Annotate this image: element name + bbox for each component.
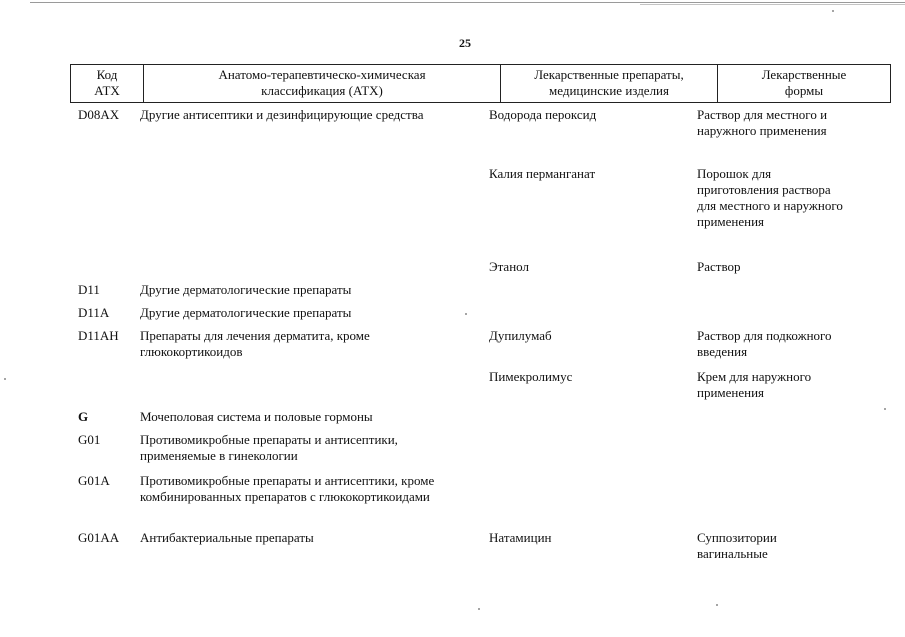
scan-top-rule-secondary xyxy=(640,4,905,5)
row-classification: Другие дерматологические препараты xyxy=(140,282,352,297)
row-code: G01A xyxy=(78,473,110,488)
row-code: D11AH xyxy=(78,328,119,343)
row-code: G01AA xyxy=(78,530,120,545)
row-code: D11A xyxy=(78,305,110,320)
row-drug: Натамицин xyxy=(489,530,552,545)
row-drug: Калия перманганат xyxy=(489,166,596,181)
row-code: G xyxy=(78,409,89,424)
row-classification: Другие дерматологические препараты xyxy=(140,305,352,320)
scan-speck xyxy=(832,10,834,12)
row-drug: Пимекролимус xyxy=(489,369,573,384)
row-drug: Дупилумаб xyxy=(489,328,552,343)
header-classification: Анатомо-терапевтическо-химическая классификация (АТХ) xyxy=(144,65,501,103)
scan-speck xyxy=(478,608,480,610)
row-classification: Другие антисептики и дезинфицирующие средства xyxy=(140,107,424,122)
scan-speck xyxy=(716,604,718,606)
row-form: Раствор для местного и наружного применения xyxy=(697,107,828,138)
row-code: D08AX xyxy=(78,107,120,122)
row-drug: Водорода пероксид xyxy=(489,107,597,122)
row-classification: Противомикробные препараты и антисептики, кроме комбинированных препаратов с глюкокортикоидами xyxy=(140,473,435,504)
header-forms: Лекарственные формы xyxy=(718,65,891,103)
row-form: Суппозитории вагинальные xyxy=(697,530,777,561)
table-header xyxy=(70,64,891,103)
row-classification: Мочеполовая система и половые гормоны xyxy=(140,409,373,424)
row-form: Крем для наружного применения xyxy=(697,369,812,400)
scan-speck xyxy=(884,408,886,410)
scan-speck xyxy=(4,378,6,380)
row-form: Раствор для подкожного введения xyxy=(697,328,832,359)
row-form: Порошок для приготовления раствора для местного и наружного применения xyxy=(697,166,843,229)
row-form: Раствор xyxy=(697,259,741,274)
row-code: D11 xyxy=(78,282,100,297)
header-code: Код АТХ xyxy=(71,65,144,103)
scan-speck xyxy=(465,313,467,315)
row-code: G01 xyxy=(78,432,101,447)
header-row xyxy=(71,65,891,103)
scan-top-rule xyxy=(30,2,905,3)
row-classification: Препараты для лечения дерматита, кроме глюкокортикоидов xyxy=(140,328,370,359)
page-number: 25 xyxy=(459,36,471,50)
header-drugs: Лекарственные препараты, медицинские изделия xyxy=(501,65,718,103)
row-classification: Противомикробные препараты и антисептики, применяемые в гинекологии xyxy=(140,432,398,463)
row-classification: Антибактериальные препараты xyxy=(140,530,314,545)
row-drug: Этанол xyxy=(489,259,529,274)
